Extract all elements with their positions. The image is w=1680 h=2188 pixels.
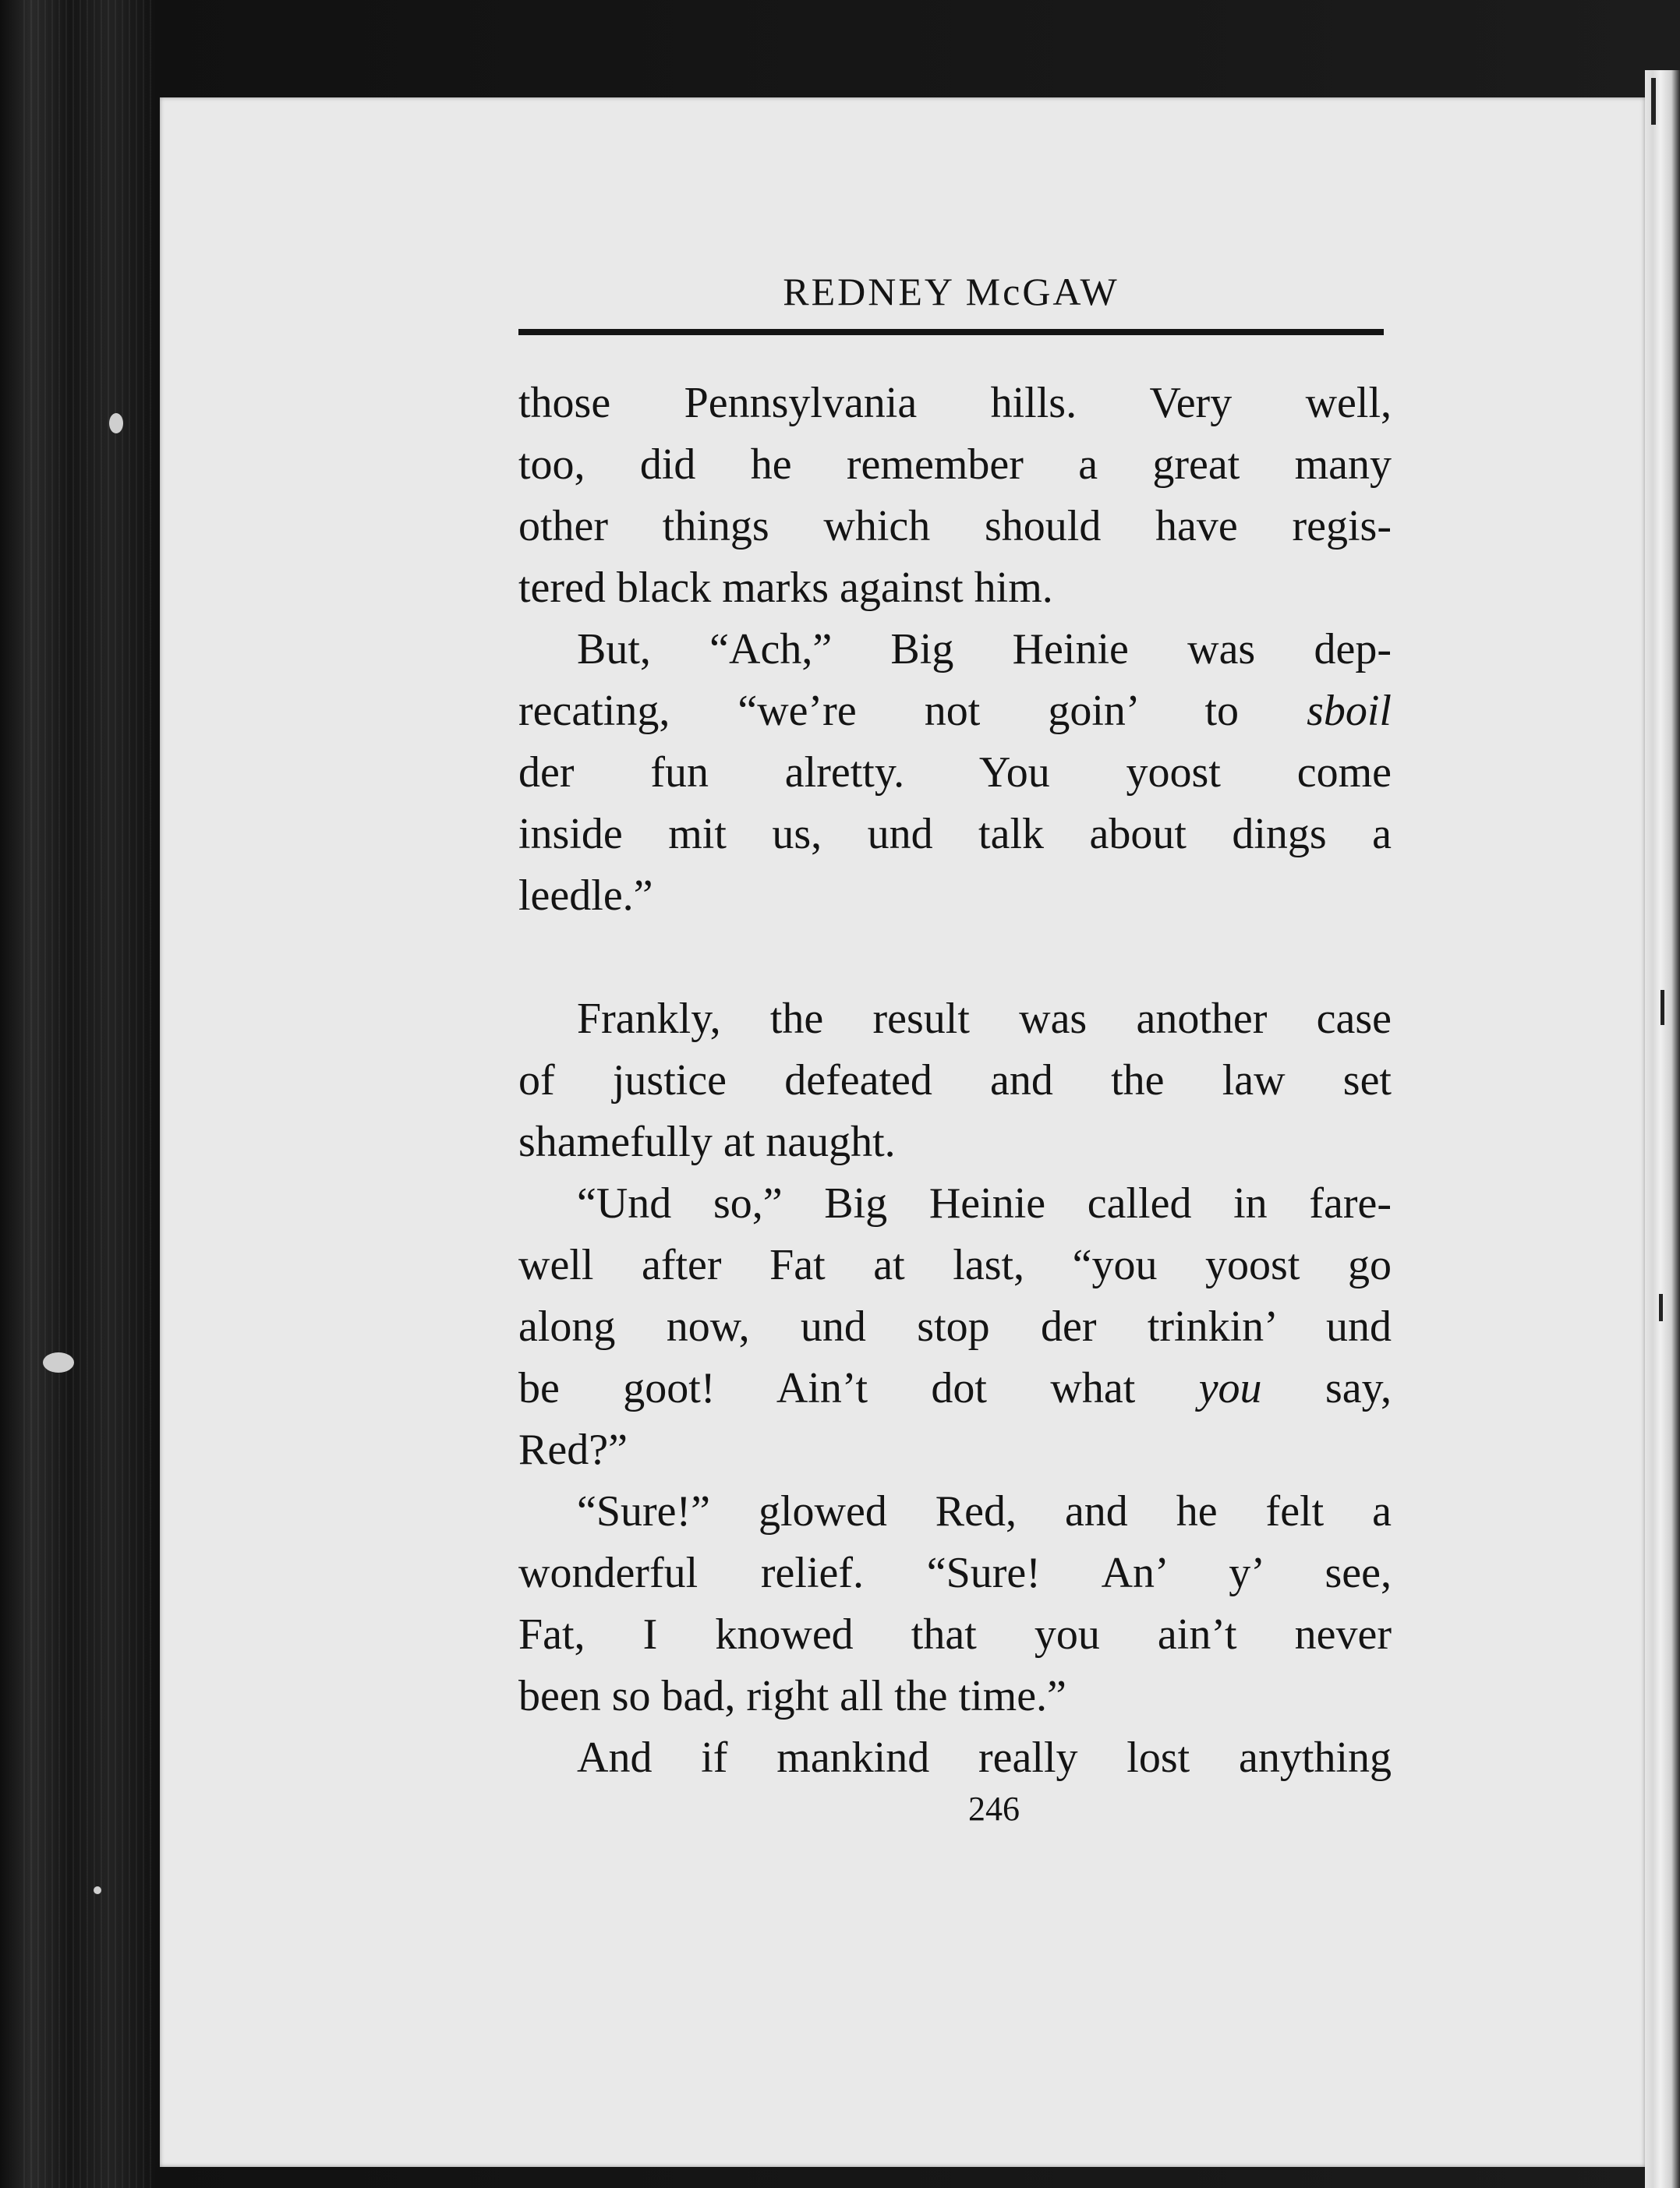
text-line: too, did he remember a great many (518, 440, 1392, 489)
section-break (518, 927, 1392, 988)
book-spine (23, 0, 156, 2188)
page-number: 246 (968, 1790, 1020, 1828)
text-line: of justice defeated and the law set (518, 1056, 1392, 1105)
paragraph (518, 1173, 1392, 1481)
text-line: But, “Ach,” Big Heinie was dep- (577, 625, 1392, 673)
text-line: other things which should have regis- (518, 502, 1392, 550)
scan-speck (94, 1886, 101, 1894)
scan-speck (43, 1352, 74, 1373)
text-line: along now, und stop der trinkin’ und (518, 1303, 1392, 1351)
text-line: “Sure!” glowed Red, and he felt a (577, 1487, 1392, 1536)
edge-mark (1651, 78, 1656, 125)
text-line: well after Fat at last, “you yoost go (518, 1241, 1392, 1289)
paragraph (518, 373, 1392, 619)
text-line: And if mankind really lost anything (577, 1734, 1392, 1782)
text-line: Fat, I knowed that you ain’t never (518, 1610, 1392, 1659)
paragraph (518, 1727, 1392, 1789)
text-line: tered black marks against him. (518, 564, 1053, 612)
text-line: leedle.” (518, 871, 653, 920)
header-rule (518, 329, 1384, 335)
text-line: der fun alretty. You yoost come (518, 748, 1392, 797)
text-line: be goot! Ain’t dot what you say, (518, 1364, 1392, 1412)
text-line: Frankly, the result was another case (577, 995, 1392, 1043)
edge-mark (1659, 1294, 1663, 1321)
text-line: recating, “we’re not goin’ to sboil (518, 687, 1392, 735)
paragraph (518, 619, 1392, 927)
text-line: shamefully at naught. (518, 1118, 896, 1166)
paragraph (518, 988, 1392, 1173)
page-edge (1645, 70, 1680, 2188)
scan-speck (109, 413, 123, 433)
body-text (518, 373, 1392, 1789)
paragraph (518, 1481, 1392, 1727)
edge-mark (1661, 990, 1664, 1025)
text-line: “Und so,” Big Heinie called in fare- (577, 1179, 1392, 1228)
text-line: inside mit us, und talk about dings a (518, 810, 1392, 858)
running-head: REDNEY McGAW (783, 270, 1119, 313)
text-line: been so bad, right all the time.” (518, 1672, 1066, 1720)
text-line: wonderful relief. “Sure! An’ y’ see, (518, 1549, 1392, 1597)
text-line: those Pennsylvania hills. Very well, (518, 379, 1392, 427)
text-line: Red?” (518, 1426, 628, 1474)
